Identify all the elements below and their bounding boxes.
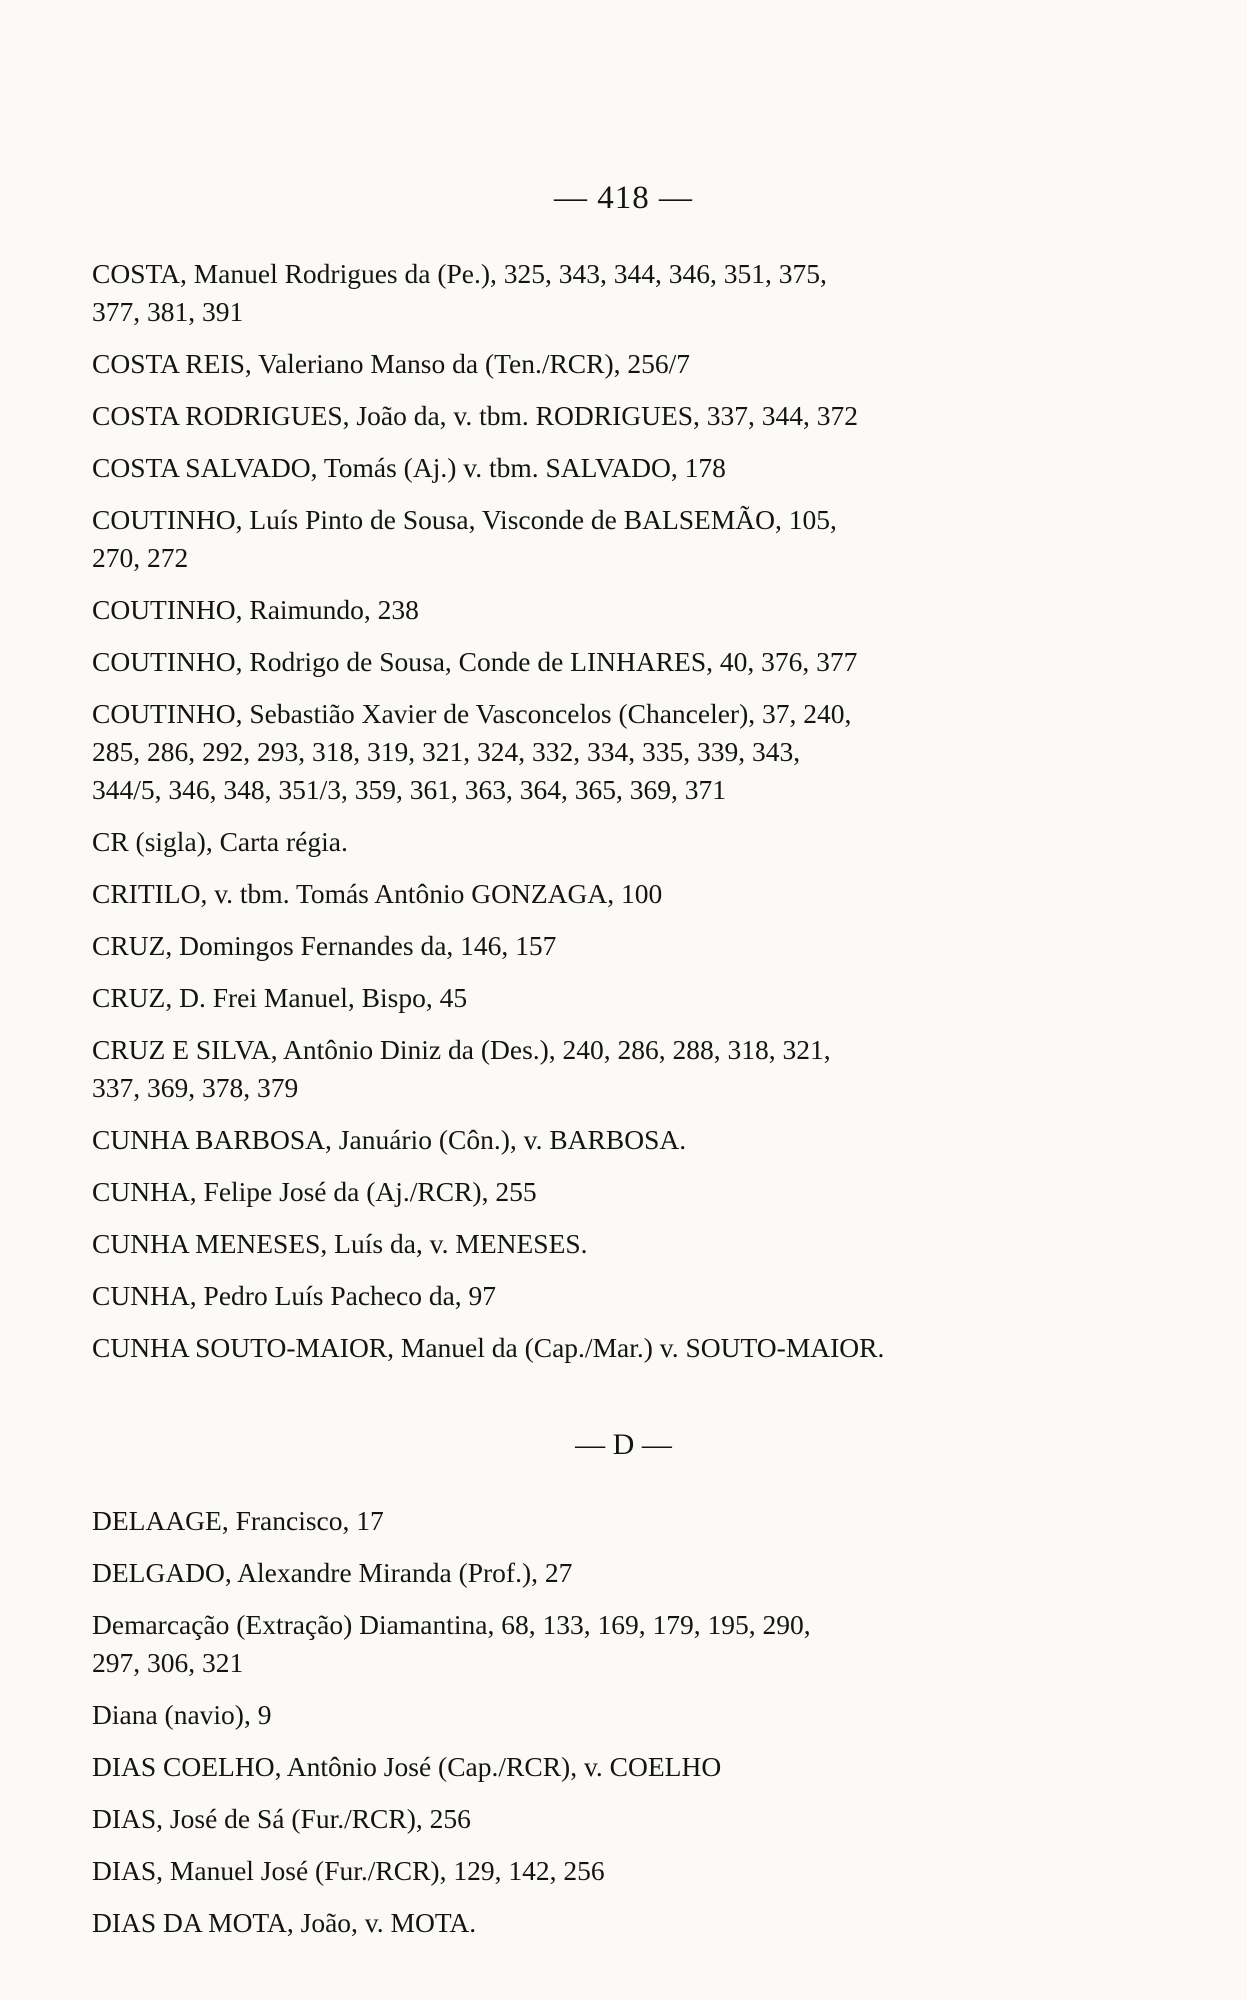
index-entry [92, 1329, 1142, 1367]
index-entry-line: CUNHA MENESES, Luís da, v. MENESES. [92, 1228, 588, 1259]
index-entry-line: CUNHA SOUTO-MAIOR, Manuel da (Cap./Mar.) v. SOUTO-MAIOR. [92, 1332, 885, 1363]
index-entry-line: DIAS COELHO, Antônio José (Cap./RCR), v. COELHO [92, 1751, 722, 1782]
index-entry [92, 979, 1142, 1017]
index-entry-line: CUNHA, Pedro Luís Pacheco da, 97 [92, 1280, 497, 1311]
index-list-d [92, 1502, 1142, 1956]
index-entry [92, 1696, 1142, 1734]
index-entry [92, 823, 1142, 861]
index-entry-line: DIAS, Manuel José (Fur./RCR), 129, 142, 256 [92, 1855, 605, 1886]
index-entry [92, 397, 1142, 435]
index-entry [92, 1554, 1142, 1592]
index-entry [92, 501, 1142, 577]
index-entry [92, 1800, 1142, 1838]
index-entry [92, 1502, 1142, 1540]
index-entry-line: COSTA, Manuel Rodrigues da (Pe.), 325, 343, 344, 346, 351, 375, [92, 258, 827, 289]
index-entry-line: DIAS, José de Sá (Fur./RCR), 256 [92, 1803, 471, 1834]
index-entry-line: Diana (navio), 9 [92, 1699, 272, 1730]
index-entry [92, 255, 1142, 331]
index-entry [92, 875, 1142, 913]
index-entry-line: 270, 272 [92, 542, 189, 573]
index-entry-line: 377, 381, 391 [92, 296, 244, 327]
index-entry [92, 345, 1142, 383]
index-entry-line: COSTA SALVADO, Tomás (Aj.) v. tbm. SALVADO, 178 [92, 452, 726, 483]
index-entry-line: COUTINHO, Luís Pinto de Sousa, Visconde de BALSEMÃO, 105, [92, 504, 837, 535]
index-entry [92, 1277, 1142, 1315]
index-entry-line: CUNHA, Felipe José da (Aj./RCR), 255 [92, 1176, 537, 1207]
index-entry-line: 344/5, 346, 348, 351/3, 359, 361, 363, 364, 365, 369, 371 [92, 774, 727, 805]
index-entry-line: CRUZ E SILVA, Antônio Diniz da (Des.), 240, 286, 288, 318, 321, [92, 1034, 831, 1065]
index-entry-line: 297, 306, 321 [92, 1647, 244, 1678]
index-entry [92, 1606, 1142, 1682]
index-entry-line: CRUZ, Domingos Fernandes da, 146, 157 [92, 930, 557, 961]
index-entry [92, 1031, 1142, 1107]
index-entry [92, 449, 1142, 487]
index-entry [92, 1225, 1142, 1263]
index-entry-line: 285, 286, 292, 293, 318, 319, 321, 324, 332, 334, 335, 339, 343, [92, 736, 801, 767]
index-entry-line: 337, 369, 378, 379 [92, 1072, 299, 1103]
index-entry [92, 591, 1142, 629]
index-entry-line: CR (sigla), Carta régia. [92, 826, 348, 857]
section-heading-d: — D — [575, 1428, 672, 1461]
index-entry-line: CUNHA BARBOSA, Januário (Côn.), v. BARBOSA. [92, 1124, 687, 1155]
index-entry [92, 1173, 1142, 1211]
index-entry-line: COSTA RODRIGUES, João da, v. tbm. RODRIGUES, 337, 344, 372 [92, 400, 859, 431]
index-entry-line: DIAS DA MOTA, João, v. MOTA. [92, 1907, 477, 1938]
index-entry-line: COSTA REIS, Valeriano Manso da (Ten./RCR), 256/7 [92, 348, 691, 379]
index-entry-line: COUTINHO, Rodrigo de Sousa, Conde de LINHARES, 40, 376, 377 [92, 646, 858, 677]
index-entry-line: DELAAGE, Francisco, 17 [92, 1505, 384, 1536]
index-entry [92, 695, 1142, 809]
index-entry [92, 1748, 1142, 1786]
page-number: — 418 — [554, 180, 693, 216]
index-entry-line: CRITILO, v. tbm. Tomás Antônio GONZAGA, 100 [92, 878, 663, 909]
index-entry [92, 1904, 1142, 1942]
index-list-c [92, 255, 1142, 1381]
index-entry-line: CRUZ, D. Frei Manuel, Bispo, 45 [92, 982, 468, 1013]
index-entry [92, 1852, 1142, 1890]
index-entry [92, 1121, 1142, 1159]
index-entry-line: Demarcação (Extração) Diamantina, 68, 133, 169, 179, 195, 290, [92, 1609, 811, 1640]
index-entry [92, 927, 1142, 965]
index-entry-line: COUTINHO, Raimundo, 238 [92, 594, 419, 625]
index-entry-line: COUTINHO, Sebastião Xavier de Vasconcelos (Chanceler), 37, 240, [92, 698, 852, 729]
index-entry [92, 643, 1142, 681]
index-entry-line: DELGADO, Alexandre Miranda (Prof.), 27 [92, 1557, 573, 1588]
